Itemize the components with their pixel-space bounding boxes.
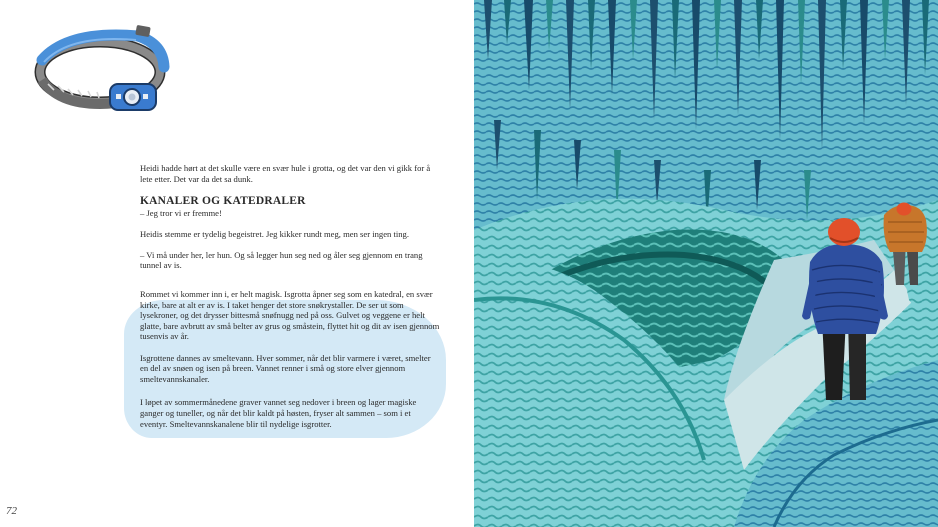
page-number: 72 [6, 505, 17, 517]
paragraph-6: I løpet av sommermånedene graver vannet seg nedover i breen og lager magiske ganger og tuneller, og når det blir kaldt på høsten, fryser alt sammen – som i et eventyr. Smeltevannskanalene blir til nydelige isgrotter. [140, 397, 417, 429]
paragraph-5: Isgrottene dannes av smeltevann. Hver sommer, når det blir varmere i været, smelter en del av snøen og isen på breen. Vannet renner i små og store elver gjennom smeltevannskanaler. [140, 352, 431, 384]
body-text [140, 163, 440, 440]
headlamp-illustration [28, 22, 173, 117]
dialog-line: – Jeg tror vi er fremme! [140, 207, 222, 218]
paragraph-2: Heidis stemme er tydelig begeistret. Jeg kikker rundt meg, men ser ingen ting. [140, 228, 409, 239]
paragraph-3: – Vi må under her, ler hun. Og så legger hun seg ned og åler seg gjennom en trang tunnel av is. [140, 249, 423, 271]
section-heading: KANALER OG KATEDRALER [140, 194, 306, 207]
intro-paragraph: Heidi hadde hørt at det skulle være en svær hule i grotta, og det var den vi gikk for å lete etter. Det var da det sa dunk. [140, 163, 431, 184]
headlamp-icon [28, 22, 173, 117]
paragraph-4: Rommet vi kommer inn i, er helt magisk. Isgrotta åpner seg som en katedral, en svær kirke, bare at alt er av is. I taket henger det store snøkrystaller. De ser ut som lysekroner, og det drysser bittesmå snøfnugg ned på oss. Gulvet og veggene er helt glatte, bare avbrutt av små belter av grus og småstein, flyttet hit og dit av isen gjennom tusenvis av år. [140, 289, 440, 342]
ice-cave-illustration [474, 0, 938, 527]
right-page [474, 0, 938, 527]
